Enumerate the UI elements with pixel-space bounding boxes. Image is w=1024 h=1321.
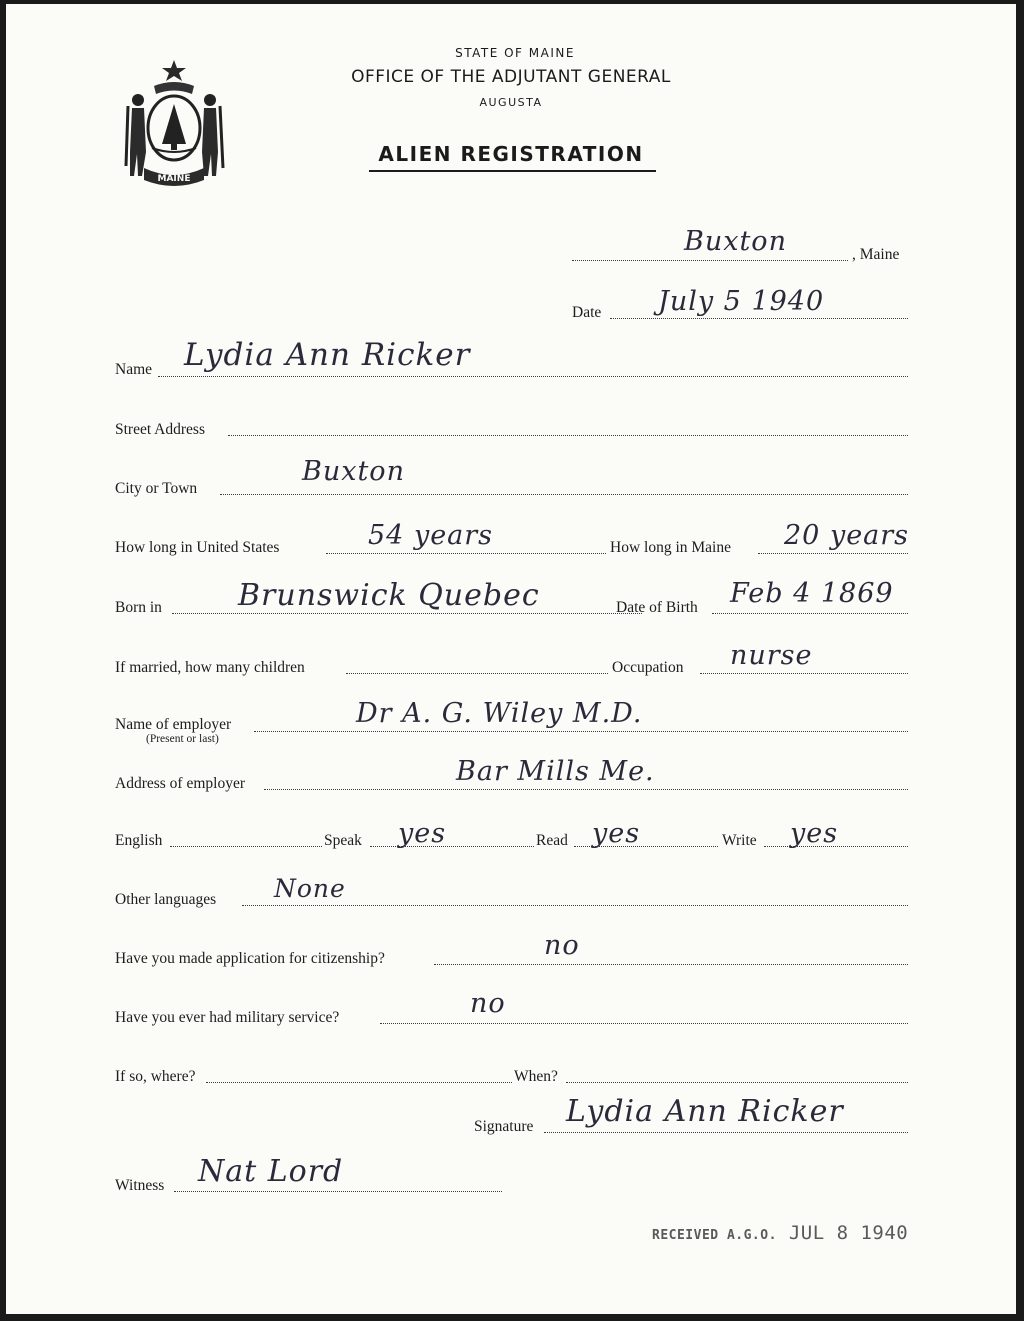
where-line xyxy=(206,1082,512,1083)
name-line xyxy=(158,376,908,377)
when-label: When? xyxy=(514,1068,558,1085)
name-entry: Lydia Ann Ricker xyxy=(184,337,471,373)
employer-entry: Dr A. G. Wiley M.D. xyxy=(356,698,643,729)
where-label: If so, where? xyxy=(115,1068,196,1085)
received-stamp-prefix: RECEIVED A.G.O. xyxy=(652,1228,777,1243)
citizenship-label: Have you made application for citizenship? xyxy=(115,950,385,967)
military-entry: no xyxy=(470,988,506,1019)
children-line xyxy=(346,673,608,674)
city-line xyxy=(220,494,908,495)
occupation-label: Occupation xyxy=(612,659,684,676)
employer-label: Name of employer xyxy=(115,716,232,733)
citizenship-entry: no xyxy=(544,930,580,961)
occupation-line xyxy=(700,673,908,674)
maine-line xyxy=(758,553,908,554)
received-stamp xyxy=(652,1222,908,1244)
dob-entry: Feb 4 1869 xyxy=(730,578,894,609)
other-languages-entry: None xyxy=(274,874,346,903)
employer-sublabel: (Present or last) xyxy=(146,733,219,745)
english-label: English xyxy=(115,832,163,849)
occupation-entry: nurse xyxy=(730,640,813,671)
dob-label: Date of Birth xyxy=(616,599,698,616)
city-entry: Buxton xyxy=(302,456,405,487)
military-line xyxy=(380,1023,908,1024)
when-line xyxy=(566,1082,908,1083)
city-label: City or Town xyxy=(115,480,198,497)
employer-address-label: Address of employer xyxy=(115,775,245,792)
read-label: Read xyxy=(536,832,568,849)
born-label: Born in xyxy=(115,599,162,616)
header-state: STATE OF MAINE xyxy=(455,46,575,60)
speak-label: Speak xyxy=(324,832,362,849)
witness-label: Witness xyxy=(115,1177,165,1194)
maine-entry: 20 years xyxy=(784,520,910,551)
registration-form xyxy=(6,4,1016,1314)
us-line xyxy=(326,553,606,554)
street-line xyxy=(228,435,908,436)
dob-line xyxy=(712,613,908,614)
form-title: ALIEN REGISTRATION xyxy=(378,142,644,166)
english-line xyxy=(170,846,322,847)
signature-line xyxy=(544,1132,908,1133)
speak-entry: yes xyxy=(398,818,447,849)
signature-entry: Lydia Ann Ricker xyxy=(566,1094,844,1129)
military-label: Have you ever had military service? xyxy=(115,1009,340,1026)
title-underline xyxy=(369,170,656,172)
employer-address-entry: Bar Mills Me. xyxy=(456,756,655,787)
citizenship-line xyxy=(434,964,908,965)
place-line xyxy=(572,260,848,261)
employer-address-line xyxy=(264,789,908,790)
write-entry: yes xyxy=(790,818,839,849)
street-label: Street Address xyxy=(115,421,205,438)
seal-text: MAINE xyxy=(157,174,191,184)
born-line xyxy=(172,613,642,614)
header-city: AUGUSTA xyxy=(479,96,543,109)
maine-label: How long in Maine xyxy=(610,539,731,556)
us-entry: 54 years xyxy=(368,520,494,551)
received-stamp-date: JUL 8 1940 xyxy=(788,1222,909,1244)
signature-label: Signature xyxy=(474,1118,534,1135)
date-entry: July 5 1940 xyxy=(658,286,825,317)
born-entry: Brunswick Quebec xyxy=(238,578,540,613)
speak-line xyxy=(370,846,534,847)
witness-line xyxy=(174,1191,502,1192)
date-line xyxy=(610,318,908,319)
us-label: How long in United States xyxy=(115,539,280,556)
other-languages-label: Other languages xyxy=(115,891,217,908)
witness-entry: Nat Lord xyxy=(198,1154,344,1189)
employer-line xyxy=(254,731,908,732)
place-entry: Buxton xyxy=(684,226,787,257)
children-label: If married, how many children xyxy=(115,659,305,676)
date-label: Date xyxy=(572,304,602,321)
name-label: Name xyxy=(115,361,153,378)
header-office: OFFICE OF THE ADJUTANT GENERAL xyxy=(351,67,671,87)
read-entry: yes xyxy=(592,818,641,849)
other-languages-line xyxy=(242,905,908,906)
place-suffix: , Maine xyxy=(852,246,900,263)
write-label: Write xyxy=(722,832,757,849)
